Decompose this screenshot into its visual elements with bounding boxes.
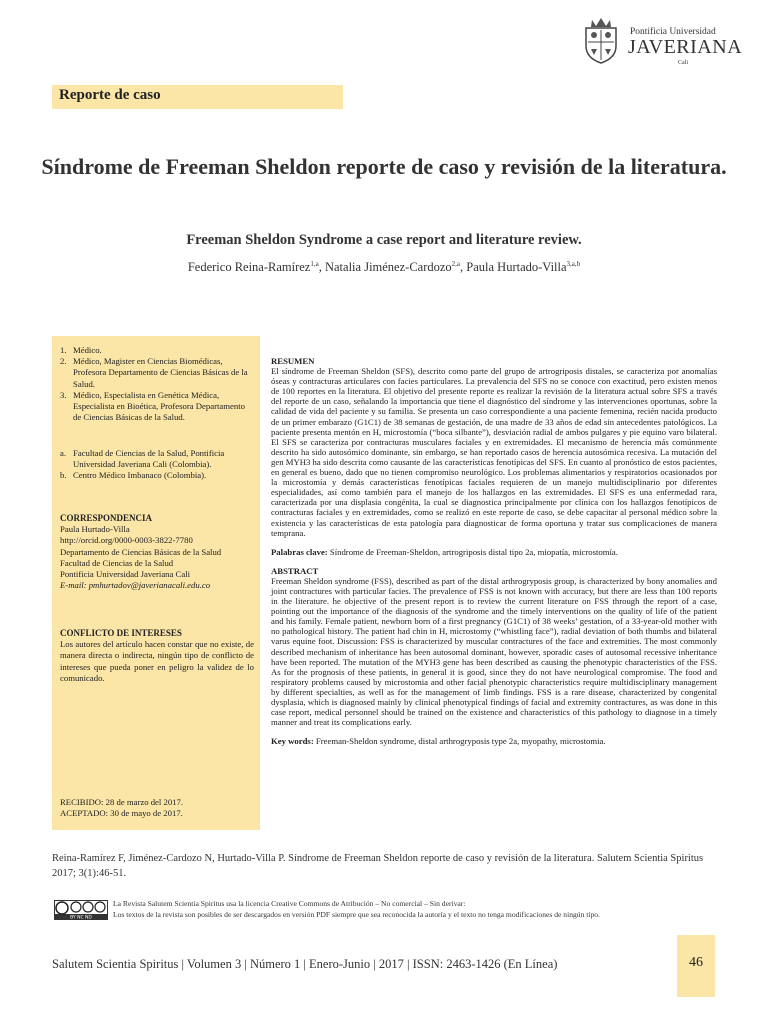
license-line-1: La Revista Salutem Scientia Spiritus usa la licencia Creative Commons de Atribución – No comercial – Sin derivar: (113, 899, 466, 908)
logo-line-1: Pontificia Universidad (630, 27, 716, 37)
affiliation-number: 3. (60, 389, 67, 400)
accepted-date: ACEPTADO: 30 de mayo de 2017. (60, 808, 183, 819)
journal-footer: Salutem Scientia Spiritus | Volumen 3 | Número 1 | Enero-Junio | 2017 | ISSN: 2463-1426 (En Línea) (52, 957, 558, 971)
author-affiliation-sup: 2,a (451, 260, 461, 268)
license-line-2: Los textos de la revista son posibles de ser descargados en versión PDF siempre que sea reconocida la autoría y el texto no tenga modificaciones de ningún tipo. (113, 910, 600, 919)
affiliation-text: Médico. (73, 345, 102, 355)
conflict-text: Los autores del artículo hacen constar que no existe, de manera directa o indirecta, ningún tipo de conflicto de intereses que pueda poner en peligro la validez de lo comunicado. (60, 639, 254, 683)
correspondence-name: Paula Hurtado-Villa (60, 524, 130, 535)
correspondence-faculty: Facultad de Ciencias de la Salud (60, 557, 174, 568)
affiliation-item (60, 356, 254, 390)
conflict-block (60, 628, 254, 684)
affiliation-number: 2. (60, 356, 67, 367)
affiliations-list (60, 345, 254, 423)
license-notice (113, 898, 713, 920)
university-logo (578, 14, 748, 70)
dates-block (60, 797, 254, 819)
palabras-clave-label: Palabras clave: (271, 546, 328, 557)
institution-letter: b. (60, 470, 67, 481)
correspondence-university: Pontificia Universidad Javeriana Cali (60, 569, 191, 580)
javeriana-crest-icon (578, 16, 624, 64)
correspondence-heading: CORRESPONDENCIA (60, 513, 153, 523)
resumen-heading: RESUMEN (271, 356, 315, 366)
author-affiliation-sup: 1,a (310, 260, 319, 268)
affiliation-text: Médico, Magister en Ciencias Biomédicas, Profesora Departamento de Ciencias Básicas de la Salud. (73, 356, 248, 389)
resumen-text: El síndrome de Freeman Sheldon (SFS), descrito como parte del grupo de artrogriposis distales, se caracteriza por anomalías óseas y contracturas articulares con facies particulares. La prevalencia del SFS no se conoce con exactitud, pero existen menos de 100 reportes en la literatura. El objetivo del presente reporte es realizar la revisión de la literatura actual sobre SFS a través del reporte de un caso, señalando la importancia que tiene el diagnóstico del síndrome y las intervenciones oportunas, sobre la calidad de vida del paciente y su familia. Se presenta un caso correspondiente a una paciente femenina, recién nacida producto de un primer embarazo (G1C1) de 38 semanas de gestación, de una madre de 33 años de edad sin antecedentes patológicos. La paciente presenta mentón en H, microstomía (“boca silbante”), desviación radial de ambos pulgares y pie equino varo bilateral. El SFS se caracteriza por contracturas musculares faciales y en extremidades. El mecanismo de herencia más comúnmente descrito ha sido autosómico dominante, sin embargo, se han reportado casos de herencia autosómica recesiva. La mutación del gen MYH3 ha sido descrita como causante de las características fenotípicas del SFS. En cuanto al pronóstico de estos pacientes, en general es bueno, dado que no tienen compromiso neurológico. Los problemas alimentarios y respiratorios ocasionados por la microstomía y demás características fenotípicas faciales requieren de un manejo multidisciplinario por diferentes especialidades, así como también para el manejo de los hallazgos en las extremidades. El SFS es una enfermedad rara, caracterizada por una displasia congénita, la cual se diagnostica principalmente por clínica con los hallazgos fenotípicos de contracturas faciales y en extremidades, como se realizó en este reporte de caso, se debe capacitar al personal médico sobre la existencia y las características de esta patología para diagnosticar de forma oportuna y tratar sus complicaciones de manera temprana. (271, 366, 717, 538)
received-date: RECIBIDO: 28 de marzo del 2017. (60, 797, 184, 807)
article-title: Síndrome de Freeman Sheldon reporte de caso y revisión de la literatura. (41, 154, 727, 179)
key-words (271, 736, 717, 746)
abstract-column (271, 356, 717, 746)
author-separator: , (318, 260, 325, 275)
affiliation-number: 1. (60, 345, 67, 355)
abstract-heading: ABSTRACT (271, 565, 319, 576)
institution-item (60, 470, 254, 481)
conflict-heading: CONFLICTO DE INTERESES (60, 628, 182, 638)
section-tag (52, 85, 343, 109)
citation: Reina-Ramírez F, Jiménez-Cardozo N, Hurtado-Villa P. Síndrome de Freeman Sheldon reporte de caso y revisión de la literatura. Salutem Scientia Spiritus 2017; 3(1):46-51. (52, 853, 704, 879)
institutions-list (60, 448, 254, 482)
logo-line-2: JAVERIANA (628, 36, 743, 58)
correspondence-department: Departamento de Ciencias Básicas de la Salud (60, 546, 222, 557)
palabras-clave (271, 547, 717, 557)
institution-item (60, 448, 254, 470)
creative-commons-badge-icon[interactable] (54, 900, 108, 920)
palabras-clave-text: Síndrome de Freeman-Sheldon, artrogriposis distal tipo 2a, miopatía, microstomía. (329, 546, 618, 557)
author-name: Natalia Jiménez-Cardozo (324, 260, 452, 275)
page-number: 46 (689, 955, 703, 970)
article-sidebar (52, 336, 260, 830)
key-words-label: Key words: (271, 736, 314, 747)
author-name: Paula Hurtado-Villa (466, 260, 567, 275)
correspondence-email[interactable]: E-mail: pmhurtadov@javerianacali.edu.co (60, 580, 211, 591)
author-affiliation-sup: 3,a,b (566, 260, 581, 268)
logo-line-3: Cali (678, 60, 688, 66)
page-number-box (677, 935, 715, 997)
author-separator: , (460, 260, 467, 275)
correspondence-block (60, 513, 254, 591)
abstract-text: Freeman Sheldon syndrome (FSS), described as part of the distal arthrogryposis group, is characterized by bony anomalies and joint contractures with particular facies. The prevalence of FSS is not known with accuracy, but there are less than 100 reports in the literature. he objective of the present report is to review the current literature on FSS through the report of a case, pointing out the importance of the diagnosis of the syndrome and the timely interventions on the quality of life of the patient and his family. Female patient, newborn born of a first pregnancy (G1C1) of 38 weeks’ gestation, of a 33-year-old mother with no pathological history. The patient had chin in H, microstomy (“whistling face”), radial deviation of both thumbs and bilateral varus equine foot. Discussion: FSS is characterized by muscular contractures of the face and extremities. The most commonly described mechanism of inheritance has been autosomal dominant, however, sporadic cases of autosomal recessive inheritance have been reported. The mutation of the MYH3 gene has been described as causing the phenotypic characteristics of the FSS. As for the prognosis of these patients, in general it is good, since they do not have neurological compromise. The food and respiratory problems caused by microstomia and other facial phenotypic characteristics require multidisciplinary management by different specialties, as well as for the management of limb findings. FSS is a rare disease, characterized by congenital dysplasia, which is diagnosed mainly by clinical phenotypical findings of facial and extremity contractures, as was done in this case report, medical personnel should be trained on the existence and characteristics of this pathology to diagnose in a timely manner and treat its complications early. (271, 575, 717, 728)
author-list (40, 260, 728, 275)
section-tag-label: Reporte de caso (59, 87, 161, 103)
institution-letter: a. (60, 448, 67, 458)
institution-text: Facultad de Ciencias de la Salud, Pontificia Universidad Javeriana Cali (Colombia). (73, 448, 225, 470)
orcid-link[interactable]: http://orcid.org/0000-0003-3822-7780 (60, 535, 193, 546)
affiliation-item (60, 345, 254, 356)
article-subtitle: Freeman Sheldon Syndrome a case report and literature review. (186, 232, 582, 248)
affiliation-text: Médico, Especialista en Genética Médica, Especialista en Bioética, Profesora Departamento de Ciencias Básicas de la Salud. (73, 389, 245, 423)
affiliation-item (60, 390, 254, 424)
key-words-text: Freeman-Sheldon syndrome, distal arthrogryposis type 2a, myopathy, microstomia. (315, 736, 606, 747)
institution-text: Centro Médico Imbanaco (Colombia). (73, 470, 207, 481)
author-name: Federico Reina-Ramírez (187, 260, 311, 275)
cc-badge-label: BY NC ND (70, 915, 92, 920)
